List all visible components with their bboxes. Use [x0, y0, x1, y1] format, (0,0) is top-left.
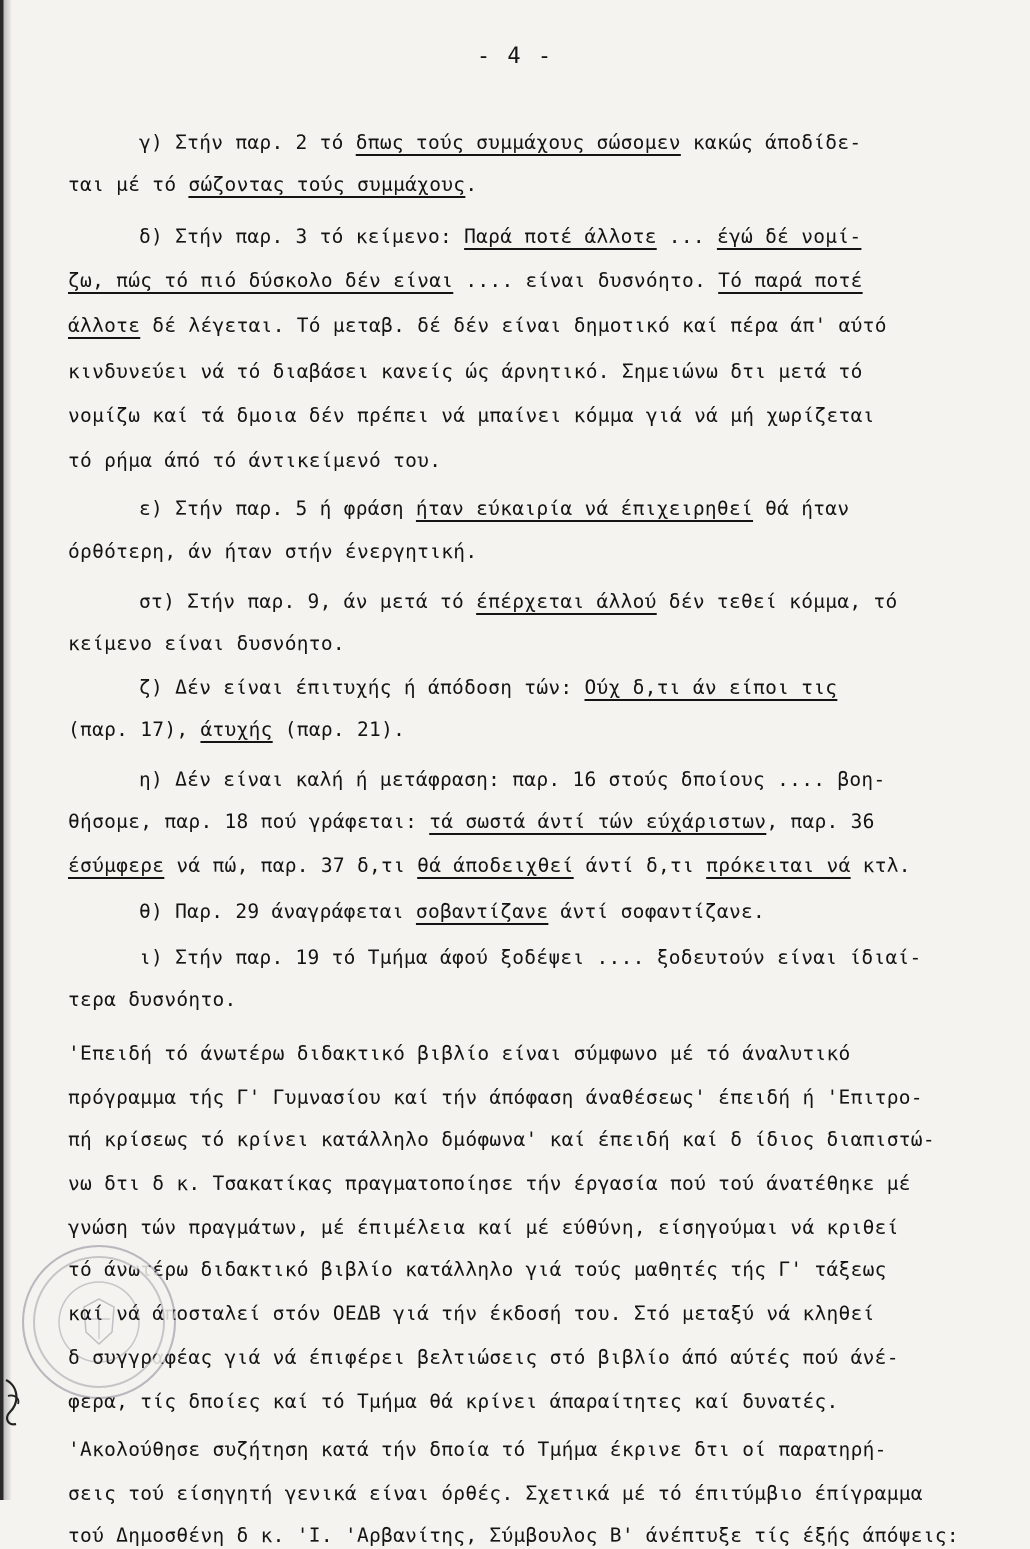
text-line [139, 589, 898, 615]
text-run: άντί δ,τι [573, 854, 707, 877]
text-line [68, 539, 477, 565]
text-run: πρόγραμμα τής Γ' Γυμνασίου καί τήν άπόφαση άναθέσεως' έπειδή ή 'Επιτρο- [68, 1086, 923, 1109]
text-run: . [465, 173, 478, 196]
underlined-phrase: ήταν εύκαιρία νά έπιχειρηθεί [415, 497, 754, 520]
text-line [68, 1085, 923, 1111]
text-run: στ) Στήν παρ. 9, άν μετά τό [139, 590, 477, 613]
text-run: τερα δυσνόητο. [68, 988, 237, 1011]
text-line [68, 1127, 935, 1153]
underlined-phrase: δπως τούς συμμάχους σώσομεν [355, 131, 681, 154]
text-run: (παρ. 17), [68, 718, 201, 741]
page-edge [0, 0, 12, 1500]
text-run: 'Επειδή τό άνωτέρω διδακτικό βιβλίο είναι σύμφωνο μέ τό άναλυτικό [68, 1042, 851, 1065]
text-line [139, 767, 885, 793]
text-line [68, 448, 441, 474]
text-line [68, 631, 345, 657]
text-run: ι) Στήν παρ. 19 τό Τμήμα άφού ξοδέψει .... ξοδευτούν είναι ίδιαί- [139, 946, 922, 969]
text-line [68, 268, 863, 294]
text-run: ζ) Δέν είναι έπιτυχής ή άπόδοση τών: [139, 676, 585, 699]
underlined-phrase: Παρά ποτέ άλλοτε [464, 225, 657, 248]
text-line [68, 1301, 875, 1327]
text-run: θά ήταν [753, 497, 850, 520]
text-line [68, 1437, 887, 1463]
text-run: δέν τεθεί κόμμα, τό [656, 590, 898, 613]
text-run: γνώση τών πραγμάτων, μέ έπιμέλεια καί μέ εύθύνη, είσηγούμαι νά κριθεί [68, 1216, 899, 1239]
text-run: άντί σοφαντίζανε. [548, 900, 766, 923]
text-run: θ) Παρ. 29 άναγράφεται [139, 900, 416, 923]
text-line [68, 987, 237, 1013]
underlined-phrase: έπέρχεται άλλού [476, 590, 657, 613]
text-line [68, 1215, 899, 1241]
official-seal [22, 1245, 176, 1399]
underlined-phrase: άλλοτε [68, 314, 141, 337]
text-run: όρθότερη, άν ήταν στήν ένεργητική. [68, 540, 478, 563]
text-line [68, 172, 477, 198]
text-line [139, 675, 837, 701]
text-run: κακώς άποδίδε- [680, 131, 862, 154]
text-line [68, 359, 863, 385]
text-line [139, 130, 861, 156]
text-run: νά πώ, παρ. 37 δ,τι [164, 854, 418, 877]
underlined-phrase: σώζοντας τούς συμμάχους [188, 173, 466, 196]
text-run: δ συγγραφέας γιά νά έπιφέρει βελτιώσεις στό βιβλίο άπό αύτές πού άνέ- [68, 1346, 899, 1369]
text-run: καί νά άποσταλεί στόν ΟΕΔΒ γιά τήν έκδοσή του. Στό μεταξύ νά κληθεί [68, 1302, 875, 1325]
underlined-phrase: έγώ δέ νομί- [716, 225, 862, 248]
text-line [139, 945, 922, 971]
page-number: - 4 - [476, 44, 554, 69]
text-run: τό ρήμα άπό τό άντικείμενό του. [68, 449, 442, 472]
text-line [68, 1481, 923, 1507]
text-run: κείμενο είναι δυσνόητο. [68, 632, 345, 655]
underlined-phrase: άτυχής [200, 718, 273, 741]
text-run: ε) Στήν παρ. 5 ή φράση [139, 497, 416, 520]
text-run: δέ λέγεται. Τό μεταβ. δέ δέν είναι δημοτικό καί πέρα άπ' αύτό [140, 314, 887, 337]
text-run: τού Δημοσθένη δ κ. 'Ι. 'Αρβανίτης, Σύμβουλος Β' άνέπτυξε τίς έξής άπόψεις: [68, 1524, 959, 1547]
underlined-phrase: σοβαντίζανε [415, 900, 549, 923]
text-line [68, 1389, 839, 1415]
text-line [68, 1041, 851, 1067]
text-line [68, 1345, 899, 1371]
underlined-phrase: Τό παρά ποτέ [718, 269, 863, 292]
text-line [68, 717, 405, 743]
text-run: θήσομε, παρ. 18 πού γράφεται: [68, 810, 430, 833]
text-run: (παρ. 21). [272, 718, 406, 741]
text-run: δ) Στήν παρ. 3 τό κείμενο: [139, 225, 465, 248]
text-run: ... [656, 225, 717, 248]
text-line [68, 1171, 911, 1197]
text-run: νομίζω καί τά δμοια δέν πρέπει νά μπαίνει κόμμα γιά νά μή χωρίζεται [68, 404, 875, 427]
text-line [68, 809, 875, 835]
text-line [68, 853, 911, 879]
underlined-phrase: τά σωστά άντί τών εύχάριστων [429, 810, 767, 833]
text-run: 'Ακολούθησε συζήτηση κατά τήν δποία τό Τμήμα έκρινε δτι οί παρατηρή- [68, 1438, 887, 1461]
text-line [139, 224, 861, 250]
handwritten-mark-icon [0, 1372, 34, 1432]
underlined-phrase: πρόκειται νά [706, 854, 851, 877]
text-run: νω δτι δ κ. Τσακατίκας πραγματοποίησε τήν έργασία πού τού άνατέθηκε μέ [68, 1172, 911, 1195]
seal-emblem-icon [24, 1247, 174, 1397]
text-run: η) Δέν είναι καλή ή μετάφραση: παρ. 16 στούς δποίους .... βοη- [139, 768, 886, 791]
text-line [68, 1523, 959, 1549]
underlined-phrase: έσύμφερε [68, 854, 165, 877]
underlined-phrase: Ούχ δ,τι άν είποι τις [584, 676, 838, 699]
text-run: .... είναι δυσνόητο. [453, 269, 719, 292]
text-run: γ) Στήν παρ. 2 τό [139, 131, 356, 154]
underlined-phrase: ζω, πώς τό πιό δύσκολο δέν είναι [68, 269, 454, 292]
text-run: φερα, τίς δποίες καί τό Τμήμα θά κρίνει άπαραίτητες καί δυνατές. [68, 1390, 839, 1413]
text-run: κτλ. [850, 854, 911, 877]
text-run: τό άνωτέρω διδακτικό βιβλίο κατάλληλο γιά τούς μαθητές τής Γ' τάξεως [68, 1258, 887, 1281]
text-line [139, 899, 765, 925]
text-line [139, 496, 849, 522]
text-run: ται μέ τό [68, 173, 189, 196]
text-line [68, 403, 875, 429]
text-line [68, 313, 887, 339]
text-run: σεις τού είσηγητή γενικά είναι όρθές. Σχετικά μέ τό έπιτύμβιο έπίγραμμα [68, 1482, 923, 1505]
text-run: πή κρίσεως τό κρίνει κατάλληλο δμόφωνα' καί έπειδή καί δ ίδιος διαπιστώ- [68, 1128, 935, 1151]
text-run: κινδυνεύει νά τό διαβάσει κανείς ώς άρνητικό. Σημειώνω δτι μετά τό [68, 360, 863, 383]
text-run: , παρ. 36 [766, 810, 875, 833]
text-line [68, 1257, 887, 1283]
underlined-phrase: θά άποδειχθεί [417, 854, 574, 877]
